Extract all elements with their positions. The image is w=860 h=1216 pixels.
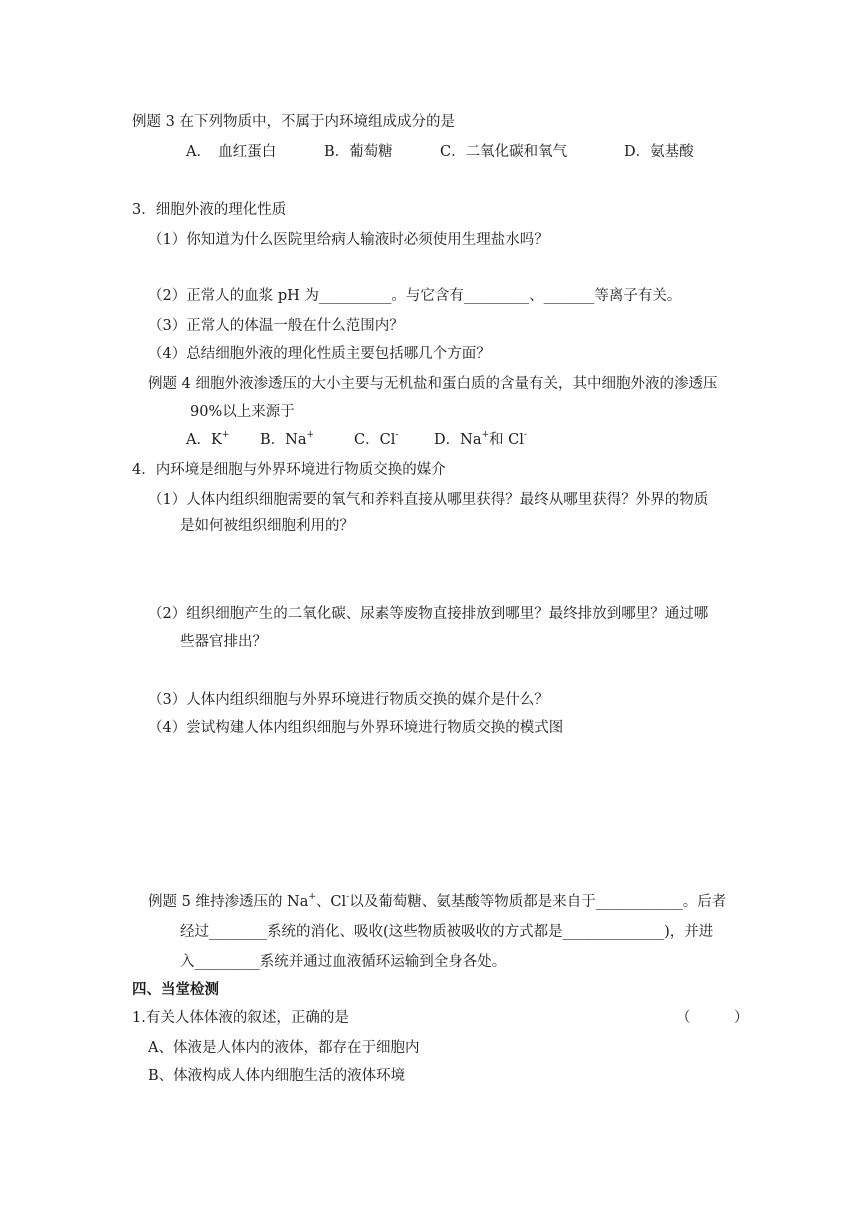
section3-q1: （1）你知道为什么医院里给病人输液时必须使用生理盐水吗？ bbox=[148, 232, 549, 248]
example3-option-c: C．二氧化碳和氧气 bbox=[440, 144, 568, 160]
example3-option-b: B．葡萄糖 bbox=[324, 144, 393, 160]
example4-options bbox=[186, 430, 527, 450]
section3-title: 3．细胞外液的理化性质 bbox=[132, 202, 287, 218]
section3-q3: （3）正常人的体温一般在什么范围内？ bbox=[148, 318, 404, 334]
example3-question: 例题 3 在下列物质中，不属于内环境组成成分的是 bbox=[132, 114, 455, 130]
section3-q2: （2）正常人的血浆 pH 为__________。与它含有_________、_______等离子有关。 bbox=[148, 288, 682, 304]
check-q1-option-a: A、体液是人体内的液体，都存在于细胞内 bbox=[148, 1040, 420, 1056]
example4-question-cont: 90%以上来源于 bbox=[190, 404, 295, 420]
section4-q2-cont: 些器官排出？ bbox=[180, 634, 267, 650]
example4-option-c: C．Cl- bbox=[354, 430, 399, 448]
example5-line3: 入_________系统并通过血液循环运输到全身各处。 bbox=[180, 954, 507, 970]
example4-option-d: D．Na+和 Cl- bbox=[434, 430, 527, 448]
check-q1-option-b: B、体液构成人体内细胞生活的液体环境 bbox=[148, 1068, 406, 1084]
answer-paren: （ ） bbox=[676, 1010, 749, 1026]
example5-line2: 经过________系统的消化、吸收(这些物质被吸收的方式都是______________)，并进 bbox=[180, 924, 714, 940]
section-check-title: 四、当堂检测 bbox=[132, 981, 219, 998]
example4-option-b: B．Na+ bbox=[260, 430, 315, 448]
example4-option-a: A．K+ bbox=[186, 430, 230, 448]
check-q1: 1.有关人体体液的叙述，正确的是 bbox=[132, 1010, 349, 1026]
example3-option-d: D．氨基酸 bbox=[624, 144, 694, 160]
section3-q4: （4）总结细胞外液的理化性质主要包括哪几个方面？ bbox=[148, 346, 491, 362]
section4-q4: （4）尝试构建人体内组织细胞与外界环境进行物质交换的模式图 bbox=[148, 720, 564, 736]
example5-line1: 例题 5 维持渗透压的 Na+、Cl-以及葡萄糖、氨基酸等物质都是来自于____________。后者 bbox=[148, 892, 727, 910]
section4-title: 4．内环境是细胞与外界环境进行物质交换的媒介 bbox=[132, 462, 446, 478]
section4-q2: （2）组织细胞产生的二氧化碳、尿素等废物直接排放到哪里？最终排放到哪里？通过哪 bbox=[148, 606, 709, 622]
section4-q3: （3）人体内组织细胞与外界环境进行物质交换的媒介是什么？ bbox=[148, 692, 549, 708]
example3-option-a: A． 血红蛋白 bbox=[186, 144, 277, 160]
section4-q1-cont: 是如何被组织细胞利用的？ bbox=[180, 518, 354, 534]
example4-question: 例题 4 细胞外液渗透压的大小主要与无机盐和蛋白质的含量有关，其中细胞外液的渗透压 bbox=[148, 376, 718, 392]
section4-q1: （1）人体内组织细胞需要的氧气和养料直接从哪里获得？最终从哪里获得？外界的物质 bbox=[148, 492, 709, 508]
